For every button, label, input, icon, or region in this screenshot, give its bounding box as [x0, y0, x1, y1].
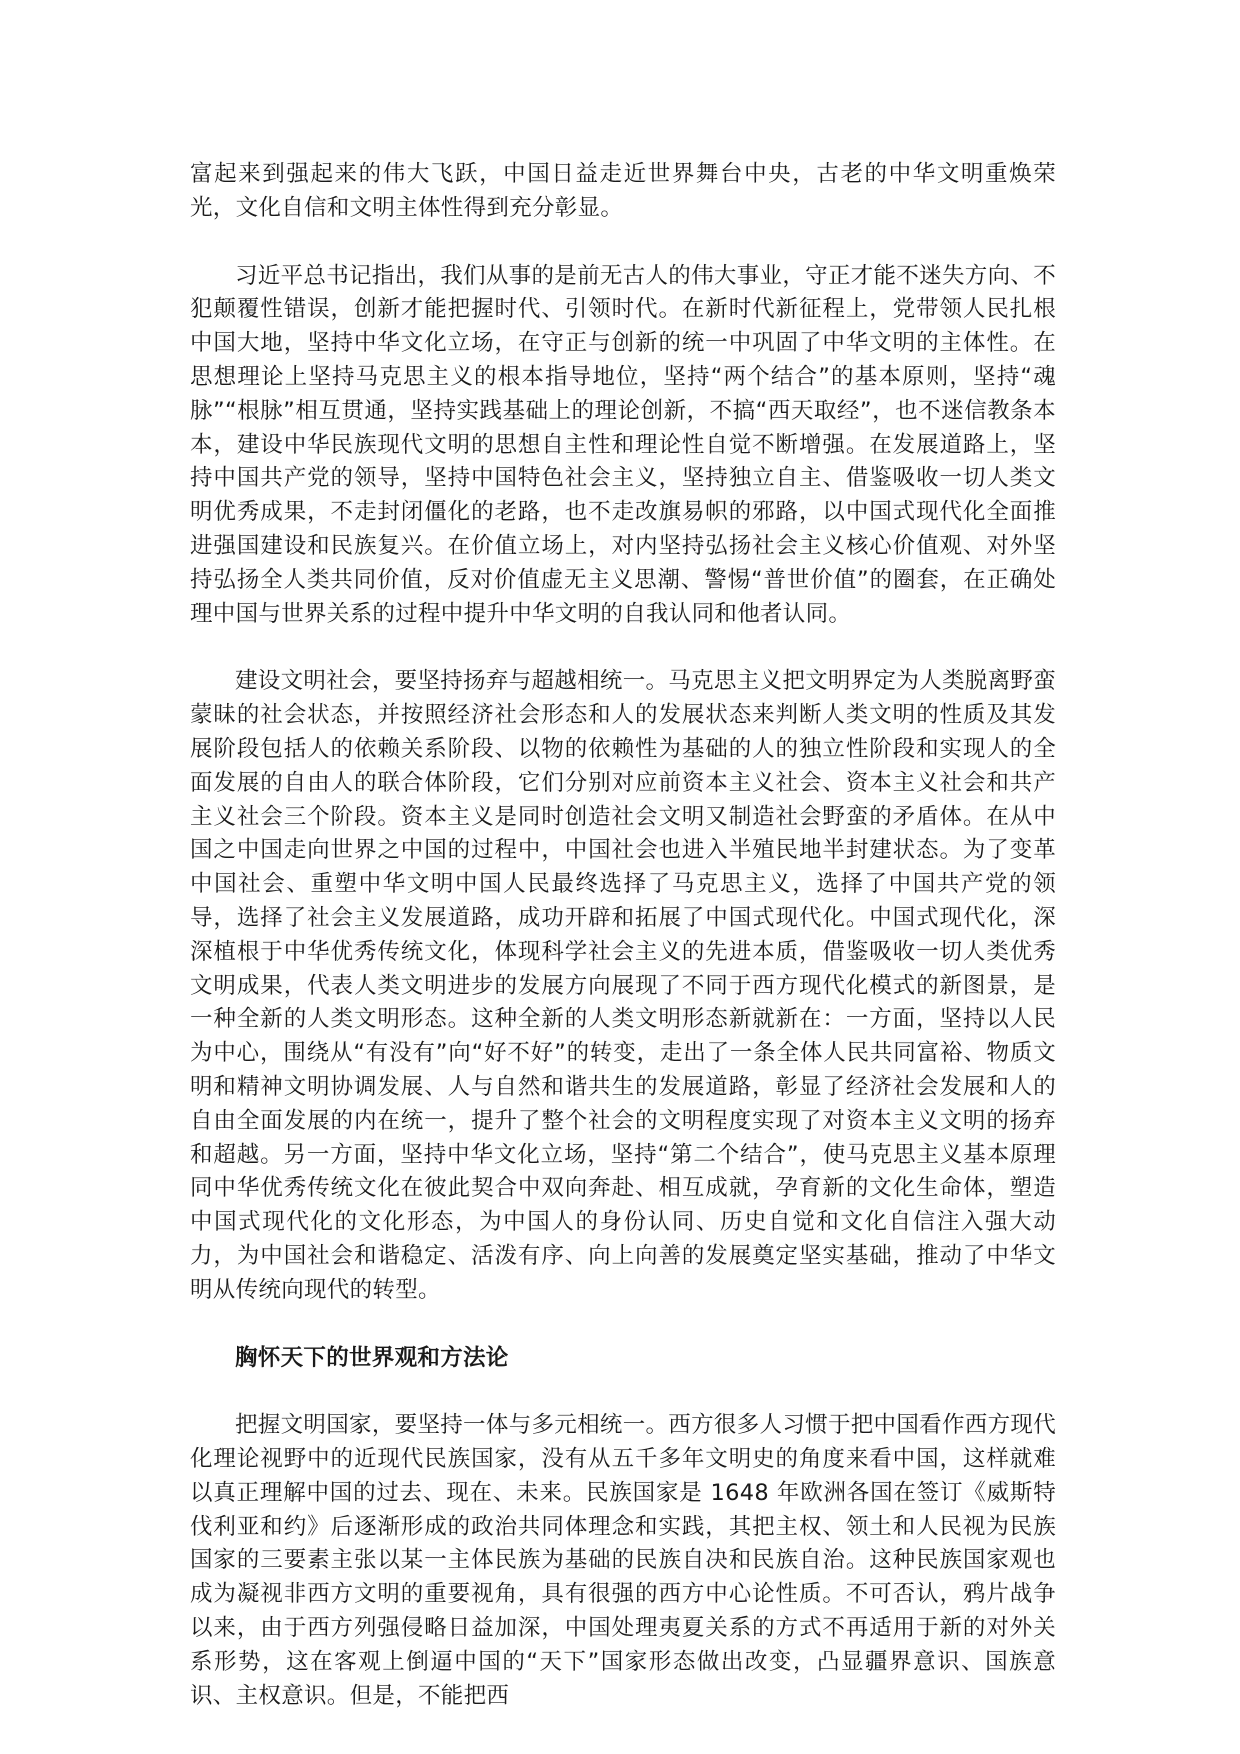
- document-page: [190, 158, 1056, 1747]
- paragraph-civilized-society: 建设文明社会，要坚持扬弃与超越相统一。马克思主义把文明界定为人类脱离野蛮蒙昧的社会状态，并按照经济社会形态和人的发展状态来判断人类文明的性质及其发展阶段包括人的依赖关系阶段、以物的依赖性为基础的人的独立性阶段和实现人的全面发展的自由人的联合体阶段，它们分别对应前资本主义社会、资本主义社会和共产主义社会三个阶段。资本主义是同时创造社会文明又制造社会野蛮的矛盾体。在从中国之中国走向世界之中国的过程中，中国社会也进入半殖民地半封建状态。为了变革中国社会、重塑中华文明中国人民最终选择了马克思主义，选择了中国共产党的领导，选择了社会主义发展道路，成功开辟和拓展了中国式现代化。中国式现代化，深深植根于中华优秀传统文化，体现科学社会主义的先进本质，借鉴吸收一切人类优秀文明成果，代表人类文明进步的发展方向展现了不同于西方现代化模式的新图景，是一种全新的人类文明形态。这种全新的人类文明形态新就新在：一方面，坚持以人民为中心，围绕从“有没有”向“好不好”的转变，走出了一条全体人民共同富裕、物质文明和精神文明协调发展、人与自然和谐共生的发展道路，彰显了经济社会发展和人的自由全面发展的内在统一，提升了整个社会的文明程度实现了对资本主义文明的扬弃和超越。另一方面，坚持中华文化立场，坚持“第二个结合”，使马克思主义基本原理同中华优秀传统文化在彼此契合中双向奔赴、相互成就，孕育新的文化生命体，塑造中国式现代化的文化形态，为中国人的身份认同、历史自觉和文化自信注入强大动力，为中国社会和谐稳定、活泼有序、向上向善的发展奠定坚实基础，推动了中华文明从传统向现代的转型。: [190, 668, 1056, 1303]
- paragraph-continuation: 富起来到强起来的伟大飞跃，中国日益走近世界舞台中央，古老的中华文明重焕荣光，文化自信和文明主体性得到充分彰显。: [190, 161, 1056, 221]
- section-heading: 胸怀天下的世界观和方法论: [235, 1344, 509, 1371]
- paragraph-civilization-state: 把握文明国家，要坚持一体与多元相统一。西方很多人习惯于把中国看作西方现代化理论视野中的近现代民族国家，没有从五千多年文明史的角度来看中国，这样就难以真正理解中国的过去、现在、未来。民族国家是 1648 年欧洲各国在签订《威斯特伐利亚和约》后逐渐形成的政治共同体理念和实践，其把主权、领土和人民视为民族国家的三要素主张以某一主体民族为基础的民族自决和民族自治。这种民族国家观也成为凝视非西方文明的重要视角，具有很强的西方中心论性质。不可否认，鸦片战争以来，由于西方列强侵略日益加深，中国处理夷夏关系的方式不再适用于新的对外关系形势，这在客观上倒逼中国的“天下”国家形态做出改变，凸显疆界意识、国族意识、主权意识。但是，不能把西: [190, 1412, 1056, 1709]
- paragraph-guardianship-innovation: 习近平总书记指出，我们从事的是前无古人的伟大事业，守正才能不迷失方向、不犯颠覆性错误，创新才能把握时代、引领时代。在新时代新征程上，党带领人民扎根中国大地，坚持中华文化立场，在守正与创新的统一中巩固了中华文明的主体性。在思想理论上坚持马克思主义的根本指导地位，坚持“两个结合”的基本原则，坚持“魂脉”“根脉”相互贯通，坚持实践基础上的理论创新，不搞“西天取经”，也不迷信教条本本，建设中华民族现代文明的思想自主性和理论性自觉不断增强。在发展道路上，坚持中国共产党的领导，坚持中国特色社会主义，坚持独立自主、借鉴吸收一切人类文明优秀成果，不走封闭僵化的老路，也不走改旗易帜的邪路，以中国式现代化全面推进强国建设和民族复兴。在价值立场上，对内坚持弘扬社会主义核心价值观、对外坚持弘扬全人类共同价值，反对价值虚无主义思潮、警惕“普世价值”的圈套，在正确处理中国与世界关系的过程中提升中华文明的自我认同和他者认同。: [190, 262, 1056, 627]
